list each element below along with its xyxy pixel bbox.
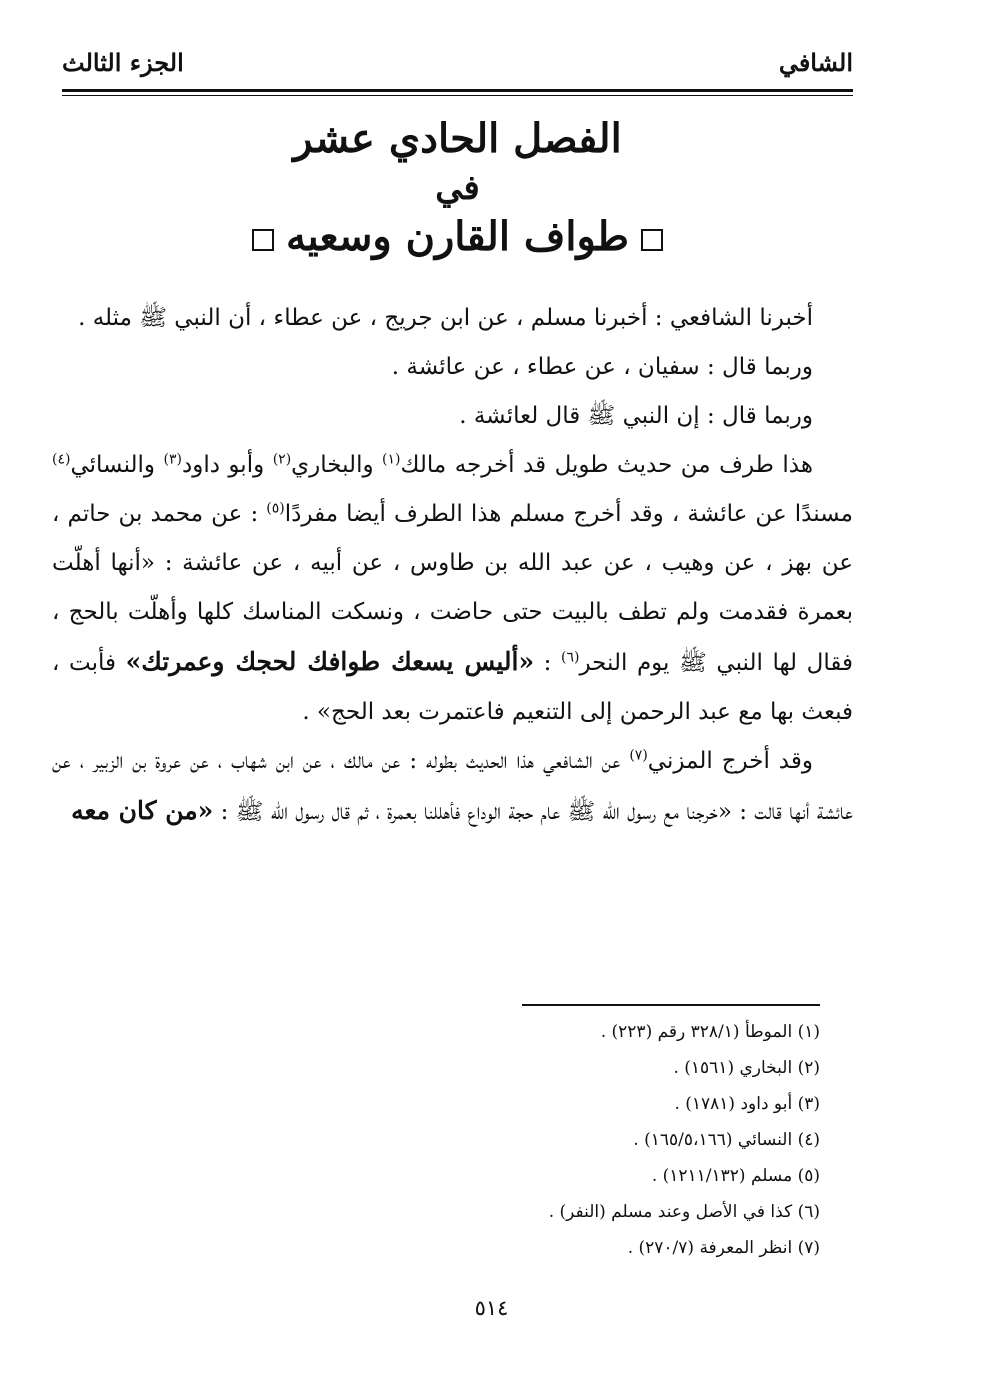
text-span: هذا طرف من حديث طويل قد أخرجه مالك — [400, 452, 814, 478]
bold-quote: «من كان معه — [71, 796, 214, 825]
paragraph-4 — [52, 441, 853, 737]
header-rule-thin — [62, 95, 853, 96]
text-span: عن الشافعي هذا الحديث بطوله : عن مالك ، عن ابن شهاب ، عن عروة بن الزبير ، عن عائشة أنها قالت : «خرجنا مع رسول الله ﷺ عام حجة الوداع فأهللنا بعمرة ، ثم قال رسول الله ﷺ : — [52, 748, 853, 825]
paragraph-2: وربما قال : سفيان ، عن عطاء ، عن عائشة . — [391, 354, 813, 380]
chapter-heading — [62, 112, 853, 264]
text-span: وقد أخرج المزني — [647, 748, 813, 774]
footnote-2: (٢) البخاري (١٥٦١) . — [673, 1058, 820, 1078]
footnote-ref-2[interactable]: (٢) — [272, 451, 292, 468]
text-span: : — [534, 650, 562, 676]
footnote-7: (٧) انظر المعرفة (٢٧٠/٧) . — [627, 1238, 820, 1258]
square-ornament-right — [641, 229, 663, 251]
book-title: الشافي — [778, 48, 853, 77]
footnote-ref-1[interactable]: (١) — [382, 451, 401, 468]
footnote-4: (٤) النسائي (١٦٥/٥،١٦٦) . — [633, 1130, 820, 1150]
text-span: والبخاري — [291, 452, 383, 478]
footnote-3: (٣) أبو داود (١٧٨١) . — [674, 1094, 820, 1114]
footnote-ref-6[interactable]: (٦) — [561, 649, 580, 666]
main-text — [52, 294, 853, 837]
volume-label: الجزء الثالث — [62, 48, 184, 77]
footnote-1: (١) الموطأ (٣٢٨/١ رقم (٢٢٣) . — [600, 1022, 820, 1042]
text-span: فأبت ، فبعث بها مع عبد الرحمن إلى التنعيم فاعتمرت بعد الحج» . — [52, 650, 853, 725]
paragraph-5 — [52, 737, 853, 837]
square-ornament-left — [252, 229, 274, 251]
chapter-title: الفصل الحادي عشر — [293, 115, 622, 162]
footnote-ref-5[interactable]: (٥) — [266, 500, 285, 517]
chapter-subtitle-row — [62, 210, 853, 264]
text-span: وأبو داود — [181, 452, 273, 478]
chapter-subtitle: طواف القارن وسعيه — [286, 213, 629, 260]
chapter-connector: في — [435, 168, 480, 208]
footnote-ref-4[interactable]: (٤) — [52, 451, 71, 468]
text-span: والنسائي — [70, 452, 164, 478]
header-rule-thick — [62, 89, 853, 92]
running-header — [62, 42, 853, 86]
paragraph-1: أخبرنا الشافعي : أخبرنا مسلم ، عن ابن جريج ، عن عطاء ، أن النبي ﷺ مثله . — [78, 305, 813, 331]
footnote-5: (٥) مسلم (١٢١١/١٣٢) . — [651, 1166, 820, 1186]
footnote-6: (٦) كذا في الأصل وعند مسلم (النفر) . — [548, 1202, 820, 1222]
bold-quote: «أليس يسعك طوافك لحجك وعمرتك» — [125, 647, 535, 676]
text-span: مسندًا عن عائشة ، وقد أخرج مسلم هذا الطرف أيضا مفردًا — [284, 501, 853, 527]
footnote-separator — [522, 1004, 820, 1006]
footnotes — [300, 1014, 820, 1266]
footnote-ref-3[interactable]: (٣) — [163, 451, 182, 468]
text-span: : عن محمد بن حاتم ، عن بهز ، عن وهيب ، عن عبد الله بن طاوس ، عن أبيه ، عن عائشة : «أنها أهلّت بعمرة فقدمت ولم تطف بالبيت حتى حاضت ، ونسكت المناسك كلها وأهلّت بالحج ، فقال لها النبي ﷺ يوم النحر — [52, 501, 853, 676]
page-number: ٥١٤ — [474, 1296, 509, 1320]
footnote-ref-7[interactable]: (٧) — [629, 747, 648, 764]
paragraph-3: وربما قال : إن النبي ﷺ قال لعائشة . — [459, 403, 813, 429]
